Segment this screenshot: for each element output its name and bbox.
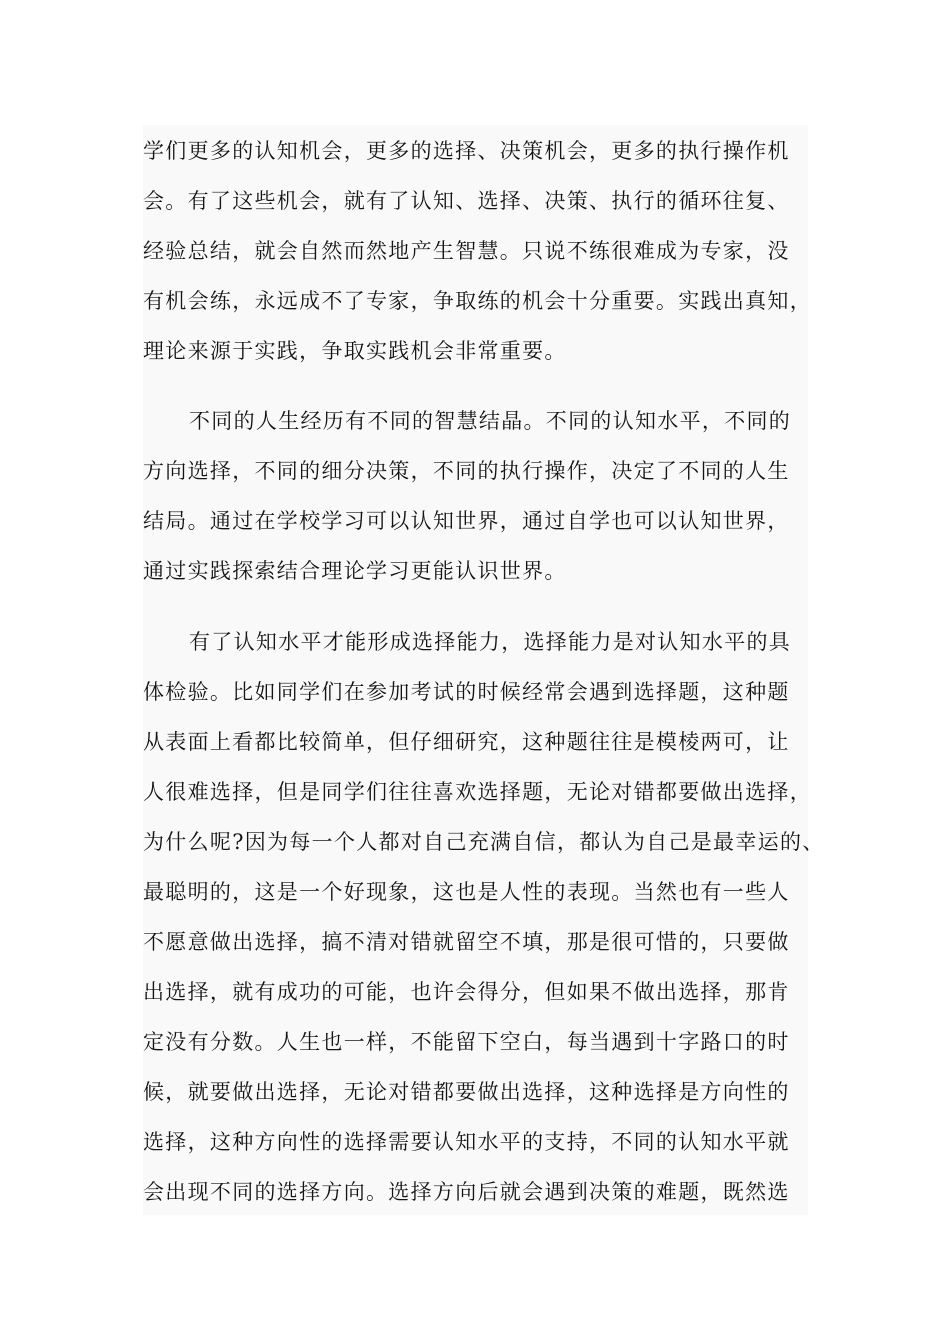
paragraph-2-line-1: 不同的人生经历有不同的智慧结晶。不同的认知水平，不同的 xyxy=(189,409,792,433)
paragraph-1-line-3: 经验总结，就会自然而然地产生智慧。只说不练很难成为专家，没 xyxy=(143,239,790,263)
paragraph-1-line-4: 有机会练，永远成不了专家，争取练的机会十分重要。实践出真知， xyxy=(143,289,812,313)
paragraph-3-line-10: 候，就要做出选择，无论对错都要做出选择，这种选择是方向性的 xyxy=(143,1080,790,1104)
paragraph-3-line-8: 出选择，就有成功的可能，也许会得分，但如果不做出选择，那肯 xyxy=(143,980,790,1004)
paragraph-3-line-4: 人很难选择，但是同学们往往喜欢选择题，无论对错都要做出选择， xyxy=(143,780,812,804)
paragraph-3-line-12: 会出现不同的选择方向。选择方向后就会遇到决策的难题，既然选 xyxy=(143,1180,790,1204)
paragraph-3-line-6: 最聪明的，这是一个好现象，这也是人性的表现。当然也有一些人 xyxy=(143,880,790,904)
paragraph-1-line-2: 会。有了这些机会，就有了认知、选择、决策、执行的循环往复、 xyxy=(143,189,790,213)
paragraph-1-line-1: 学们更多的认知机会，更多的选择、决策机会，更多的执行操作机 xyxy=(143,139,790,163)
paragraph-3-line-7: 不愿意做出选择，搞不清对错就留空不填，那是很可惜的，只要做 xyxy=(143,930,790,954)
paragraph-1-line-5: 理论来源于实践，争取实践机会非常重要。 xyxy=(143,339,567,363)
paragraph-3-line-11: 选择，这种方向性的选择需要认知水平的支持，不同的认知水平就 xyxy=(143,1130,790,1154)
paragraph-3-line-2: 体检验。比如同学们在参加考试的时候经常会遇到选择题，这种题 xyxy=(143,680,790,704)
paragraph-2-line-4: 通过实践探索结合理论学习更能认识世界。 xyxy=(143,559,567,583)
paragraph-2-line-3: 结局。通过在学校学习可以认知世界，通过自学也可以认知世界， xyxy=(143,509,790,533)
paragraph-3-line-1: 有了认知水平才能形成选择能力，选择能力是对认知水平的具 xyxy=(189,630,792,654)
paragraph-2-line-2: 方向选择，不同的细分决策，不同的执行操作，决定了不同的人生 xyxy=(143,459,790,483)
paragraph-3-line-9: 定没有分数。人生也一样，不能留下空白，每当遇到十字路口的时 xyxy=(143,1030,790,1054)
paragraph-3-line-5: 为什么呢?因为每一个人都对自己充满自信，都认为自己是最幸运的、 xyxy=(143,830,825,854)
paragraph-3-line-3: 从表面上看都比较简单，但仔细研究，这种题往往是模棱两可，让 xyxy=(143,730,790,754)
